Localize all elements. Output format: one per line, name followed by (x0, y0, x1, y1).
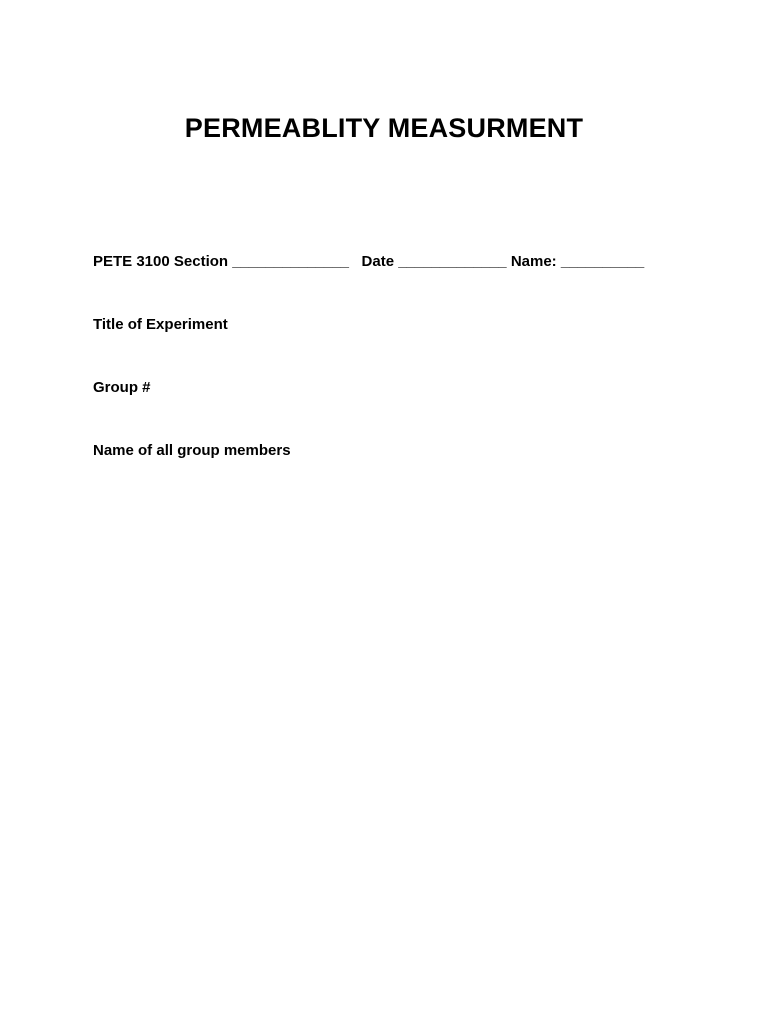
group-members-label: Name of all group members (93, 442, 291, 459)
group-number-label: Group # (93, 379, 151, 396)
page-title: PERMEABLITY MEASURMENT (184, 113, 584, 143)
course-section-date-name-line: PETE 3100 Section ______________ Date _____________ Name: __________ (93, 253, 645, 270)
title-of-experiment-label: Title of Experiment (93, 316, 228, 333)
